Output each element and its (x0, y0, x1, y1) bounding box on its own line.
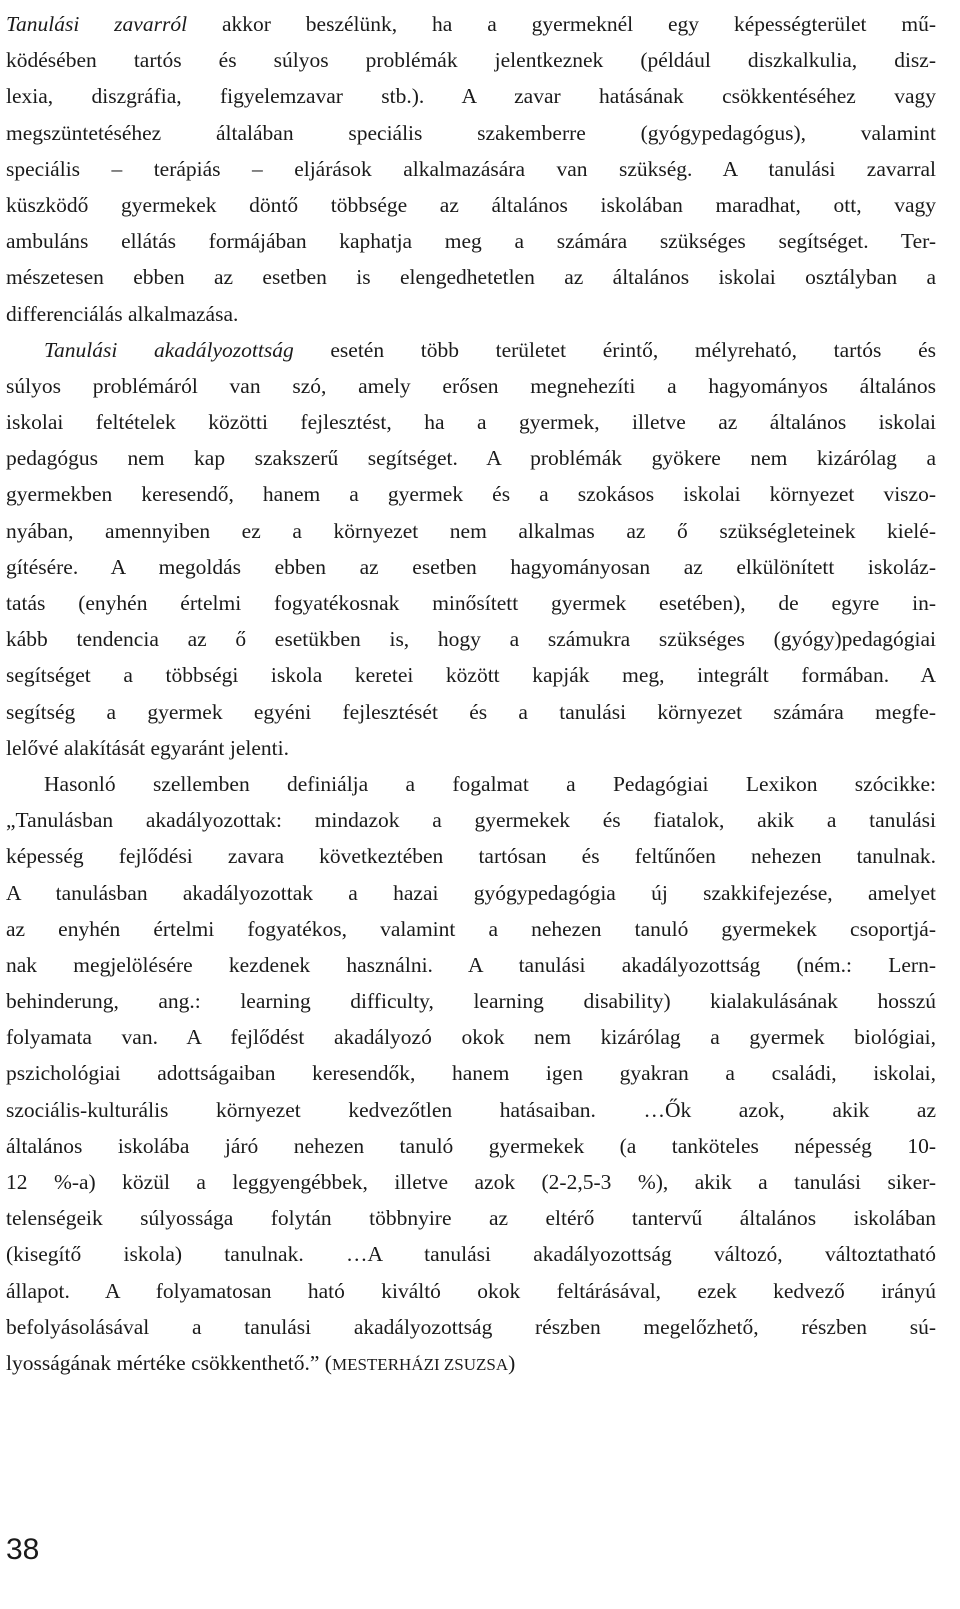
text-line: lelővé alakítását egyaránt jelenti. (6, 735, 289, 760)
text-line: az enyhén értelmi fogyatékos, valamint a nehezen tanuló gyermekek csoportjá- (6, 916, 936, 941)
text-line: speciális – terápiás – eljárások alkalmazására van szükség. A tanulási zavarral (6, 156, 936, 181)
text-line: „Tanulásban akadályozottak: mindazok a gyermekek és fiatalok, akik a tanulási (6, 808, 936, 833)
text-line: küszködő gyermekek döntő többsége az általános iskolában maradhat, ott, vagy (6, 192, 936, 217)
text-line: behinderung, ang.: learning difficulty, learning disability) kialakulásának hosszú (6, 989, 936, 1014)
term-italic: Tanulási akadályozottság (44, 337, 294, 362)
text-line: gítésére. A megoldás ebben az esetben hagyományosan az elkülönített iskoláz- (6, 554, 936, 579)
text-line: iskolai feltételek közötti fejlesztést, ha a gyermek, illetve az általános iskolai (6, 410, 936, 435)
text-line: (kisegítő iskola) tanulnak. …A tanulási akadályozottság változó, változtatható (6, 1242, 936, 1267)
text-line: gyermekben keresendő, hanem a gyermek és a szokásos iskolai környezet viszo- (6, 482, 936, 507)
text-line: ködésében tartós és súlyos problémák jelentkeznek (például diszkalkulia, disz- (6, 48, 936, 73)
text-line: nak megjelölésére kezdenek használni. A tanulási akadályozottság (ném.: Lern- (6, 952, 936, 977)
text-line: Tanulási akadályozottság esetén több területet érintő, mélyreható, tartós és (44, 337, 936, 362)
page-number: 38 (6, 1533, 40, 1566)
text-line: tatás (enyhén értelmi fogyatékosnak minősített gyermek esetében), de egyre in- (6, 591, 936, 615)
text-line: telenségeik súlyossága folytán többnyire az eltérő tantervű általános iskolában (6, 1206, 936, 1231)
paragraph-learning-disorder (6, 6, 936, 332)
author-name: MESTERHÁZI ZSUZSA (331, 1354, 509, 1374)
text-line: képesség fejlődési zavara következtében tartósan és feltűnően nehezen tanulnak. (6, 844, 936, 869)
text-line: lyosságának mértéke csökkenthető.” (MESTERHÁZI ZSUZSA) (6, 1350, 516, 1375)
text-line: pedagógus nem kap szakszerű segítséget. A problémák gyökere nem kizárólag a (6, 446, 936, 471)
document-page (6, 0, 936, 1381)
text-line: Hasonló szellemben definiálja a fogalmat a Pedagógiai Lexikon szócikke: (44, 771, 936, 796)
paragraph-lexicon-quote (6, 766, 936, 1381)
text-line: szociális-kulturális környezet kedvezőtlen hatásaiban. …Ők azok, akik az (6, 1097, 936, 1122)
text-line: 12 %-a) közül a leggyengébbek, illetve azok (2-2,5-3 %), akik a tanulási siker- (6, 1170, 936, 1194)
text-line: befolyásolásával a tanulási akadályozottság részben megelőzhető, részben sú- (6, 1314, 936, 1339)
paragraph-learning-impairment (6, 332, 936, 766)
text-line: pszichológiai adottságaiban keresendők, hanem igen gyakran a családi, iskolai, (6, 1061, 936, 1086)
text-line: nyában, amennyiben ez a környezet nem alkalmas az ő szükségleteinek kielé- (6, 518, 936, 543)
text-line: Tanulási zavarról akkor beszélünk, ha a gyermeknél egy képességterület mű- (6, 12, 936, 36)
text-line: folyamata van. A fejlődést akadályozó okok nem kizárólag a gyermek biológiai, (6, 1025, 936, 1050)
text-line: állapot. A folyamatosan ható kiváltó okok feltárásával, ezek kedvező irányú (6, 1278, 936, 1303)
term-italic: Tanulási zavarról (6, 12, 188, 36)
text-line: általános iskolába járó nehezen tanuló gyermekek (a tanköteles népesség 10- (6, 1133, 936, 1158)
text-line: mészetesen ebben az esetben is elengedhetetlen az általános iskolai osztályban a (6, 265, 936, 290)
text-line: lexia, diszgráfia, figyelemzavar stb.). A zavar hatásának csökkentéséhez vagy (6, 84, 936, 109)
text-line: kább tendencia az ő esetükben is, hogy a számukra szükséges (gyógy)pedagógiai (6, 627, 936, 652)
text-line: segítséget a többségi iskola keretei között kapják meg, integrált formában. A (6, 663, 936, 688)
text-line: segítség a gyermek egyéni fejlesztését és a tanulási környezet számára megfe- (6, 699, 936, 724)
text-line: differenciálás alkalmazása. (6, 301, 239, 326)
text-line: ambuláns ellátás formájában kaphatja meg a számára szükséges segítséget. Ter- (6, 229, 936, 254)
text-line: megszüntetéséhez általában speciális szakemberre (gyógypedagógus), valamint (6, 120, 936, 145)
text-line: A tanulásban akadályozottak a hazai gyógypedagógia új szakkifejezése, amelyet (6, 880, 936, 905)
text-line: súlyos problémáról van szó, amely erősen megnehezíti a hagyományos általános (6, 373, 936, 398)
